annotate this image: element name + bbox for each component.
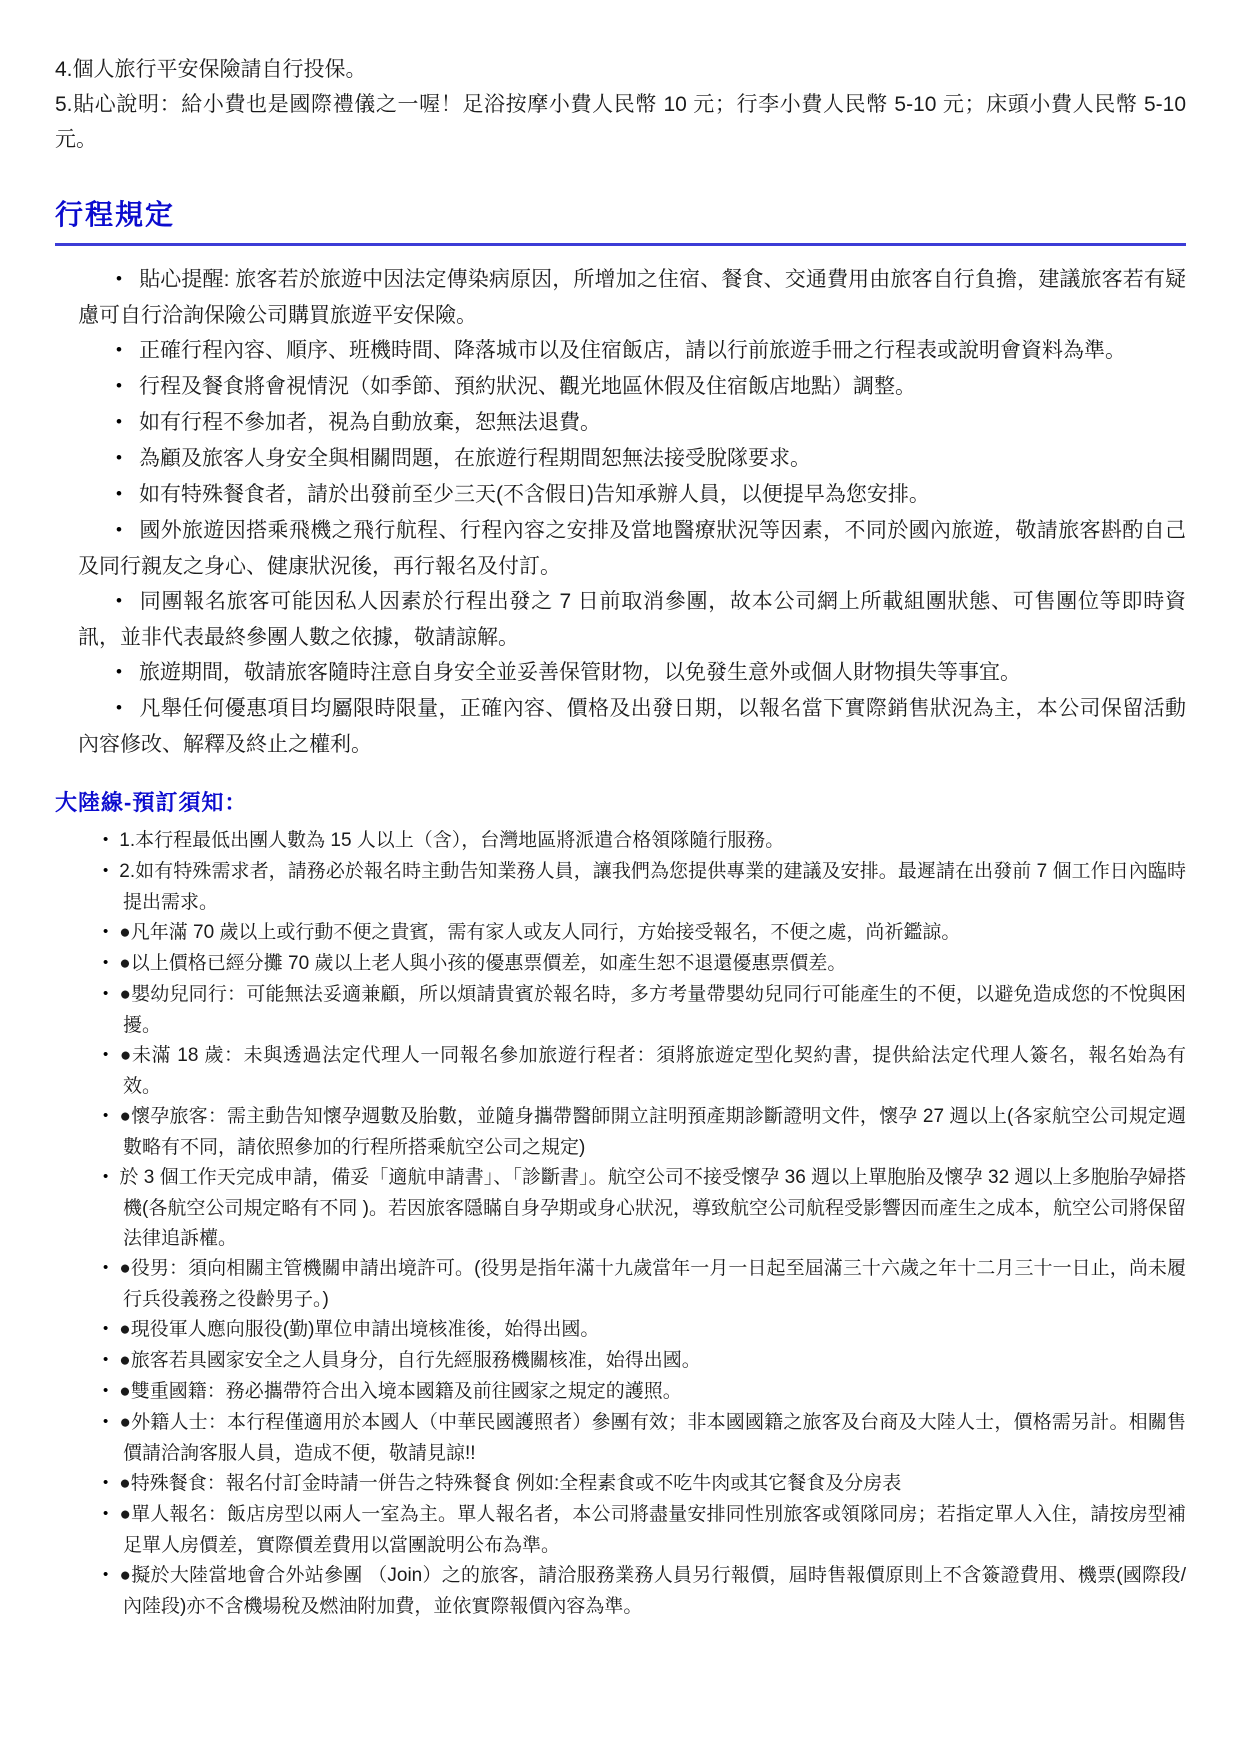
list-item [78,369,1186,405]
bullet-icon: • [116,376,122,395]
list-item-text: ●未滿 18 歲：未與透過法定代理人一同報名參加旅遊行程者：須將旅遊定型化契約書，提供給法定代理人簽名，報名始為有效。 [119,1045,1186,1097]
list-item-text: ●凡年滿 70 歲以上或行動不便之貴賓，需有家人或友人同行，方始接受報名，不便之處，尚祈鑑諒。 [119,922,961,943]
list-item-text: ●單人報名：飯店房型以兩人一室為主。單人報名者，本公司將盡量安排同性別旅客或領隊同房；若指定單人入住，請按房型補足單人房價差，實際價差費用以當團說明公布為準。 [119,1504,1186,1556]
bullet-icon: • [116,340,122,359]
list-item [103,1041,1186,1102]
list-item [78,441,1186,477]
list-item-text: ●現役軍人應向服役(勤)單位申請出境核准後，始得出國。 [119,1319,600,1340]
list-item-text: ●外籍人士：本行程僅適用於本國人（中華民國護照者）參團有效；非本國國籍之旅客及台商及大陸人士，價格需另計。相關售價請洽詢客服人員，造成不便，敬請見諒!! [119,1412,1186,1464]
list-item-text: 如有行程不參加者，視為自動放棄，恕無法退費。 [138,411,601,434]
list-item [78,691,1186,762]
list-item [103,949,1186,980]
bullet-icon: • [103,1566,109,1583]
bullet-icon: • [116,591,122,610]
bullet-icon: • [103,1413,109,1430]
list-item [78,513,1186,584]
booking-notice-list [55,826,1186,1622]
bullet-icon: • [103,1505,109,1522]
list-item-text: 貼心提醒: 旅客若於旅遊中因法定傳染病原因，所增加之住宿、餐食、交通費用由旅客自行負擔，建議旅客若有疑慮可自行洽詢保險公司購買旅遊平安保險。 [78,268,1186,327]
list-item [78,584,1186,655]
list-item-text: ●旅客若具國家安全之人員身分，自行先經服務機關核准，始得出國。 [119,1350,701,1371]
list-item-text: 旅遊期間，敬請旅客隨時注意自身安全並妥善保管財物，以免發生意外或個人財物損失等事宜。 [138,661,1021,684]
bullet-icon: • [116,412,122,431]
bullet-icon: • [103,954,109,971]
bullet-icon: • [103,1474,109,1491]
list-item [78,477,1186,513]
list-item [78,262,1186,333]
list-item [78,333,1186,369]
bullet-icon: • [103,1351,109,1368]
list-item-text: ●特殊餐食：報名付訂金時請一併告之特殊餐食 例如:全程素食或不吃牛肉或其它餐食及分房表 [119,1473,902,1494]
list-item [78,655,1186,691]
list-item-text: 如有特殊餐食者，請於出發前至少三天(不含假日)告知承辦人員，以便提早為您安排。 [138,483,930,506]
bullet-icon: • [103,985,109,1002]
bullet-icon: • [116,484,122,503]
list-item [103,1163,1186,1254]
trip-rules-list [55,262,1186,762]
bullet-icon: • [103,1107,109,1124]
list-item-text: ●役男：須向相關主管機關申請出境許可。(役男是指年滿十九歲當年一月一日起至屆滿三十六歲之年十二月三十一日止，尚未履行兵役義務之役齡男子。) [119,1258,1186,1310]
list-item-text: 正確行程內容、順序、班機時間、降落城市以及住宿飯店，請以行前旅遊手冊之行程表或說明會資料為準。 [138,339,1126,362]
list-item-text: 2.如有特殊需求者，請務必於報名時主動告知業務人員，讓我們為您提供專業的建議及安排。最遲請在出發前 7 個工作日內臨時提出需求。 [119,861,1186,913]
list-item-text: ●雙重國籍：務必攜帶符合出入境本國籍及前往國家之規定的護照。 [119,1381,682,1402]
bullet-icon: • [116,662,122,681]
list-item [103,1254,1186,1315]
list-item [103,1408,1186,1469]
list-item [103,918,1186,949]
bullet-icon: • [116,269,122,288]
list-item [103,857,1186,918]
list-item-text: ●嬰幼兒同行：可能無法妥適兼顧，所以煩請貴賓於報名時，多方考量帶嬰幼兒同行可能產生的不便，以避免造成您的不悅與困擾。 [119,984,1186,1036]
list-item [103,826,1186,857]
intro-line-tipping: 5.貼心說明：給小費也是國際禮儀之一喔！足浴按摩小費人民幣 10 元；行李小費人民幣 5-10 元；床頭小費人民幣 5-10 元。 [55,93,1186,151]
list-item [103,1102,1186,1163]
list-item [103,1346,1186,1377]
intro-line-insurance: 4.個人旅行平安保險請自行投保。 [55,58,367,81]
bullet-icon: • [103,1168,109,1185]
list-item-text: 凡舉任何優惠項目均屬限時限量，正確內容、價格及出發日期，以報名當下實際銷售狀況為主，本公司保留活動內容修改、解釋及終止之權利。 [78,697,1186,756]
bullet-icon: • [103,1259,109,1276]
list-item-text: 同團報名旅客可能因私人因素於行程出發之 7 日前取消參團，故本公司網上所載組團狀態、可售團位等即時資訊，並非代表最終參團人數之依據，敬請諒解。 [78,590,1186,649]
section-title-trip-rules: 行程規定 [55,199,1186,246]
bullet-icon: • [103,831,109,848]
bullet-icon: • [103,1382,109,1399]
list-item-text: 於 3 個工作天完成申請，備妥「適航申請書」、「診斷書」。航空公司不接受懷孕 36 週以上單胞胎及懷孕 32 週以上多胞胎孕婦搭機(各航空公司規定略有不同 )。若因旅客隱瞞自身孕期或身心狀況，導致航空公司航程受影響因而產生之成本，航空公司將保留法律追訴權。 [119,1167,1186,1249]
list-item [103,1315,1186,1346]
bullet-icon: • [116,520,122,539]
bullet-icon: • [116,698,122,717]
list-item-text: 行程及餐食將會視情況（如季節、預約狀況、觀光地區休假及住宿飯店地點）調整。 [138,375,916,398]
list-item [103,1500,1186,1561]
list-item [103,1469,1186,1500]
bullet-icon: • [116,448,122,467]
list-item [78,405,1186,441]
list-item [103,1561,1186,1622]
list-item [103,1377,1186,1408]
list-item-text: 為顧及旅客人身安全與相關問題，在旅遊行程期間恕無法接受脫隊要求。 [138,447,811,470]
list-item [103,980,1186,1041]
list-item-text: 1.本行程最低出團人數為 15 人以上（含），台灣地區將派遣合格領隊隨行服務。 [119,830,785,851]
section-title-mainland-booking-notice: 大陸線-預訂須知： [55,790,248,815]
bullet-icon: • [103,862,109,879]
bullet-icon: • [103,1046,109,1063]
bullet-icon: • [103,923,109,940]
list-item-text: 國外旅遊因搭乘飛機之飛行航程、行程內容之安排及當地醫療狀況等因素，不同於國內旅遊，敬請旅客斟酌自己及同行親友之身心、健康狀況後，再行報名及付訂。 [78,519,1186,578]
list-item-text: ●以上價格已經分攤 70 歲以上老人與小孩的優惠票價差，如產生恕不退還優惠票價差。 [119,953,847,974]
bullet-icon: • [103,1320,109,1337]
list-item-text: ●懷孕旅客：需主動告知懷孕週數及胎數，並隨身攜帶醫師開立註明預產期診斷證明文件，懷孕 27 週以上(各家航空公司規定週數略有不同，請依照參加的行程所搭乘航空公司之規定) [119,1106,1186,1158]
list-item-text: ●擬於大陸當地會合外站參團 （Join）之的旅客，請洽服務業務人員另行報價，屆時售報價原則上不含簽證費用、機票(國際段/內陸段)亦不含機場稅及燃油附加費，並依實際報價內容為準。 [119,1565,1186,1617]
